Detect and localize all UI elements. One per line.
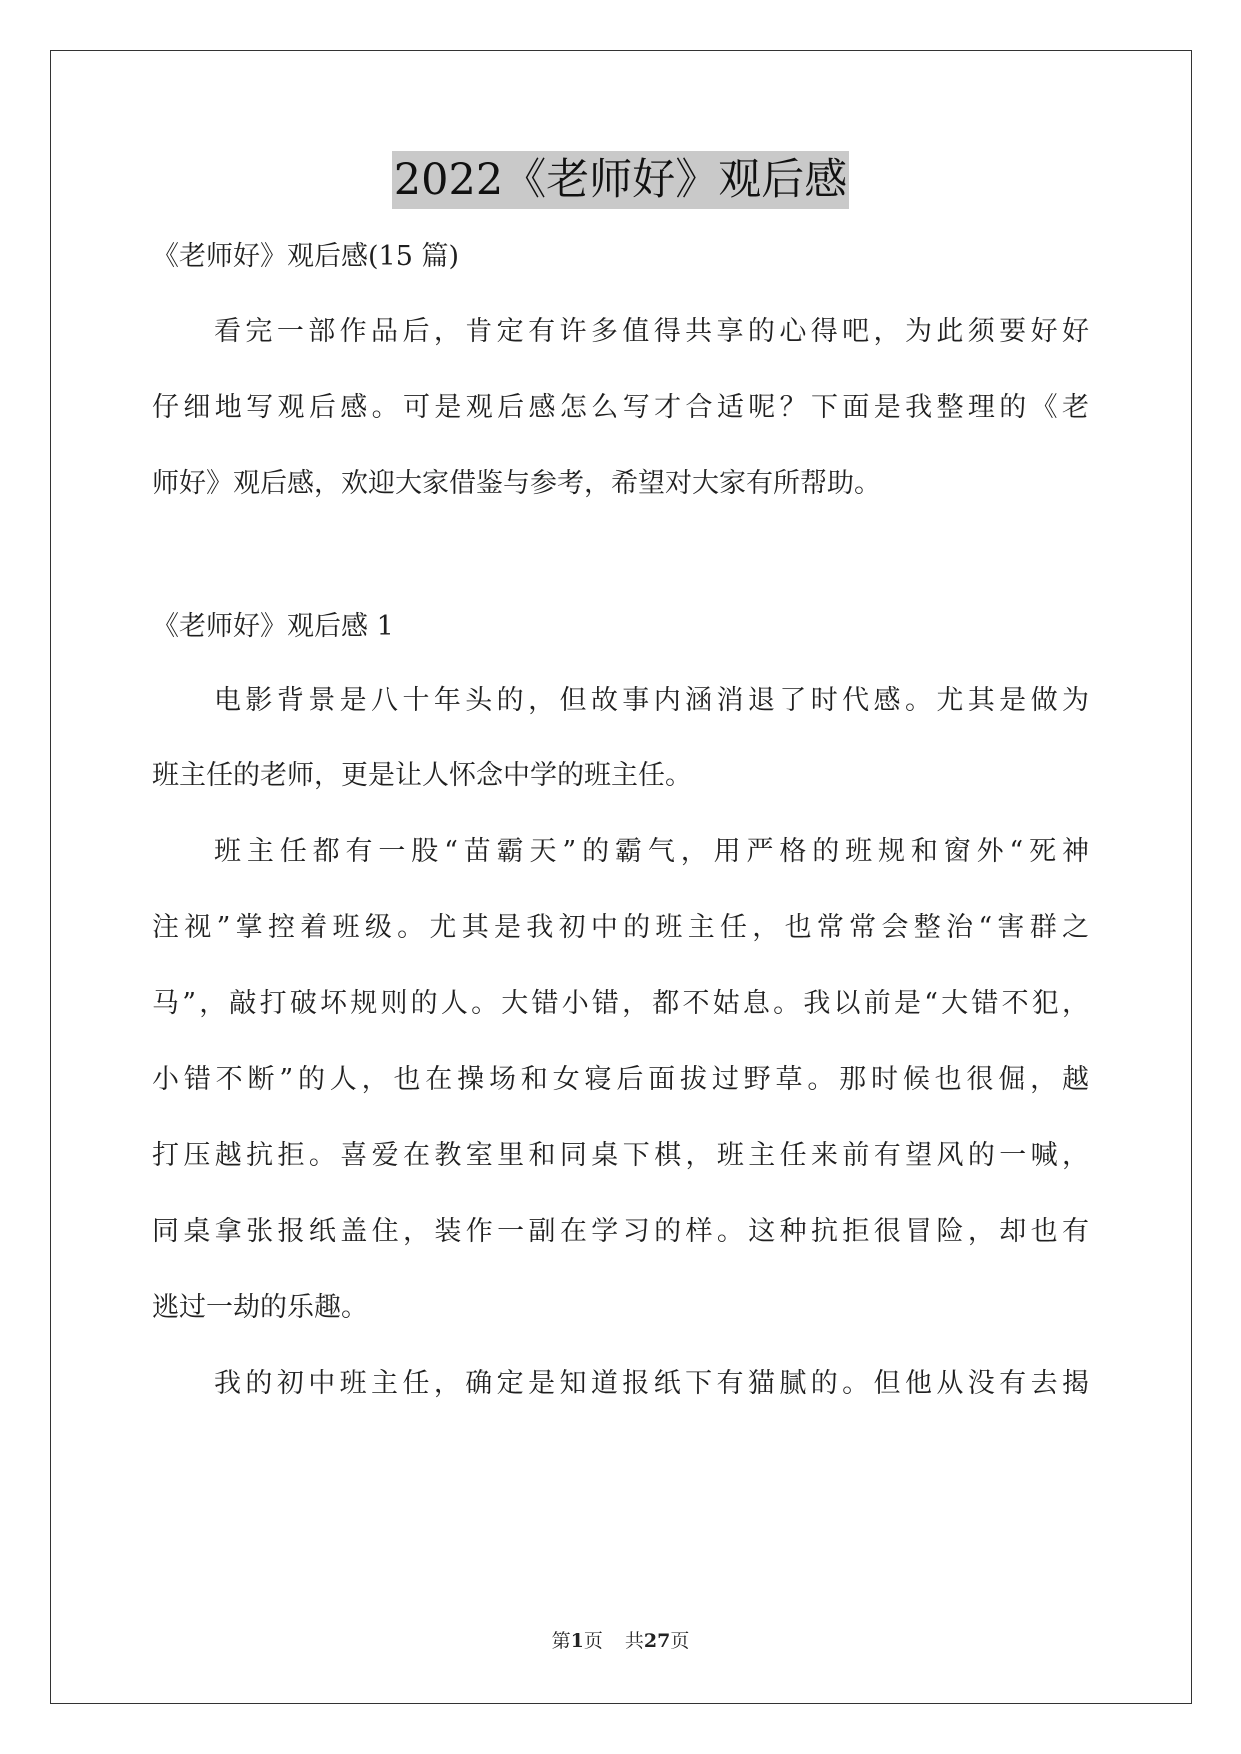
intro-line-1: 看完一部作品后，肯定有许多值得共享的心得吧，为此须要好好 bbox=[214, 316, 1089, 347]
section-heading: 《老师好》观后感 1 bbox=[152, 611, 394, 642]
total-prefix: 共 bbox=[624, 1630, 644, 1652]
para2-line-6: 同桌拿张报纸盖住，装作一副在学习的样。这种抗拒很冒险，却也有 bbox=[152, 1216, 1089, 1247]
total-unit: 页 bbox=[670, 1630, 690, 1652]
para2-line-4: 小错不断”的人，也在操场和女寝后面拔过野草。那时候也很倔，越 bbox=[152, 1064, 1089, 1095]
para2-line-7: 逃过一劫的乐趣。 bbox=[152, 1292, 368, 1323]
intro-line-2: 仔细地写观后感。可是观后感怎么写才合适呢？下面是我整理的《老 bbox=[152, 392, 1089, 423]
document-title: 2022《老师好》观后感 bbox=[392, 151, 849, 209]
para2-line-1: 班主任都有一股“苗霸天”的霸气，用严格的班规和窗外“死神 bbox=[214, 836, 1089, 867]
intro-line-3: 师好》观后感，欢迎大家借鉴与参考，希望对大家有所帮助。 bbox=[152, 468, 881, 499]
page-current: 1 bbox=[570, 1630, 584, 1652]
title-container bbox=[0, 151, 1241, 209]
document-subtitle: 《老师好》观后感(15 篇) bbox=[152, 241, 460, 272]
para2-line-5: 打压越抗拒。喜爱在教室里和同桌下棋，班主任来前有望风的一喊， bbox=[152, 1140, 1089, 1171]
page-total: 27 bbox=[643, 1630, 671, 1652]
page-border bbox=[50, 50, 1192, 1704]
para2-line-2: 注视”掌控着班级。尤其是我初中的班主任，也常常会整治“害群之 bbox=[152, 912, 1089, 943]
page-unit: 页 bbox=[583, 1630, 603, 1652]
para3-line-1: 我的初中班主任，确定是知道报纸下有猫腻的。但他从没有去揭 bbox=[214, 1368, 1089, 1399]
page-prefix: 第 bbox=[551, 1630, 571, 1652]
page-footer bbox=[0, 1628, 1241, 1654]
para1-line-2: 班主任的老师，更是让人怀念中学的班主任。 bbox=[152, 760, 692, 791]
para1-line-1: 电影背景是八十年头的，但故事内涵消退了时代感。尤其是做为 bbox=[214, 685, 1089, 716]
para2-line-3: 马”，敲打破坏规则的人。大错小错，都不姑息。我以前是“大错不犯， bbox=[152, 988, 1089, 1019]
